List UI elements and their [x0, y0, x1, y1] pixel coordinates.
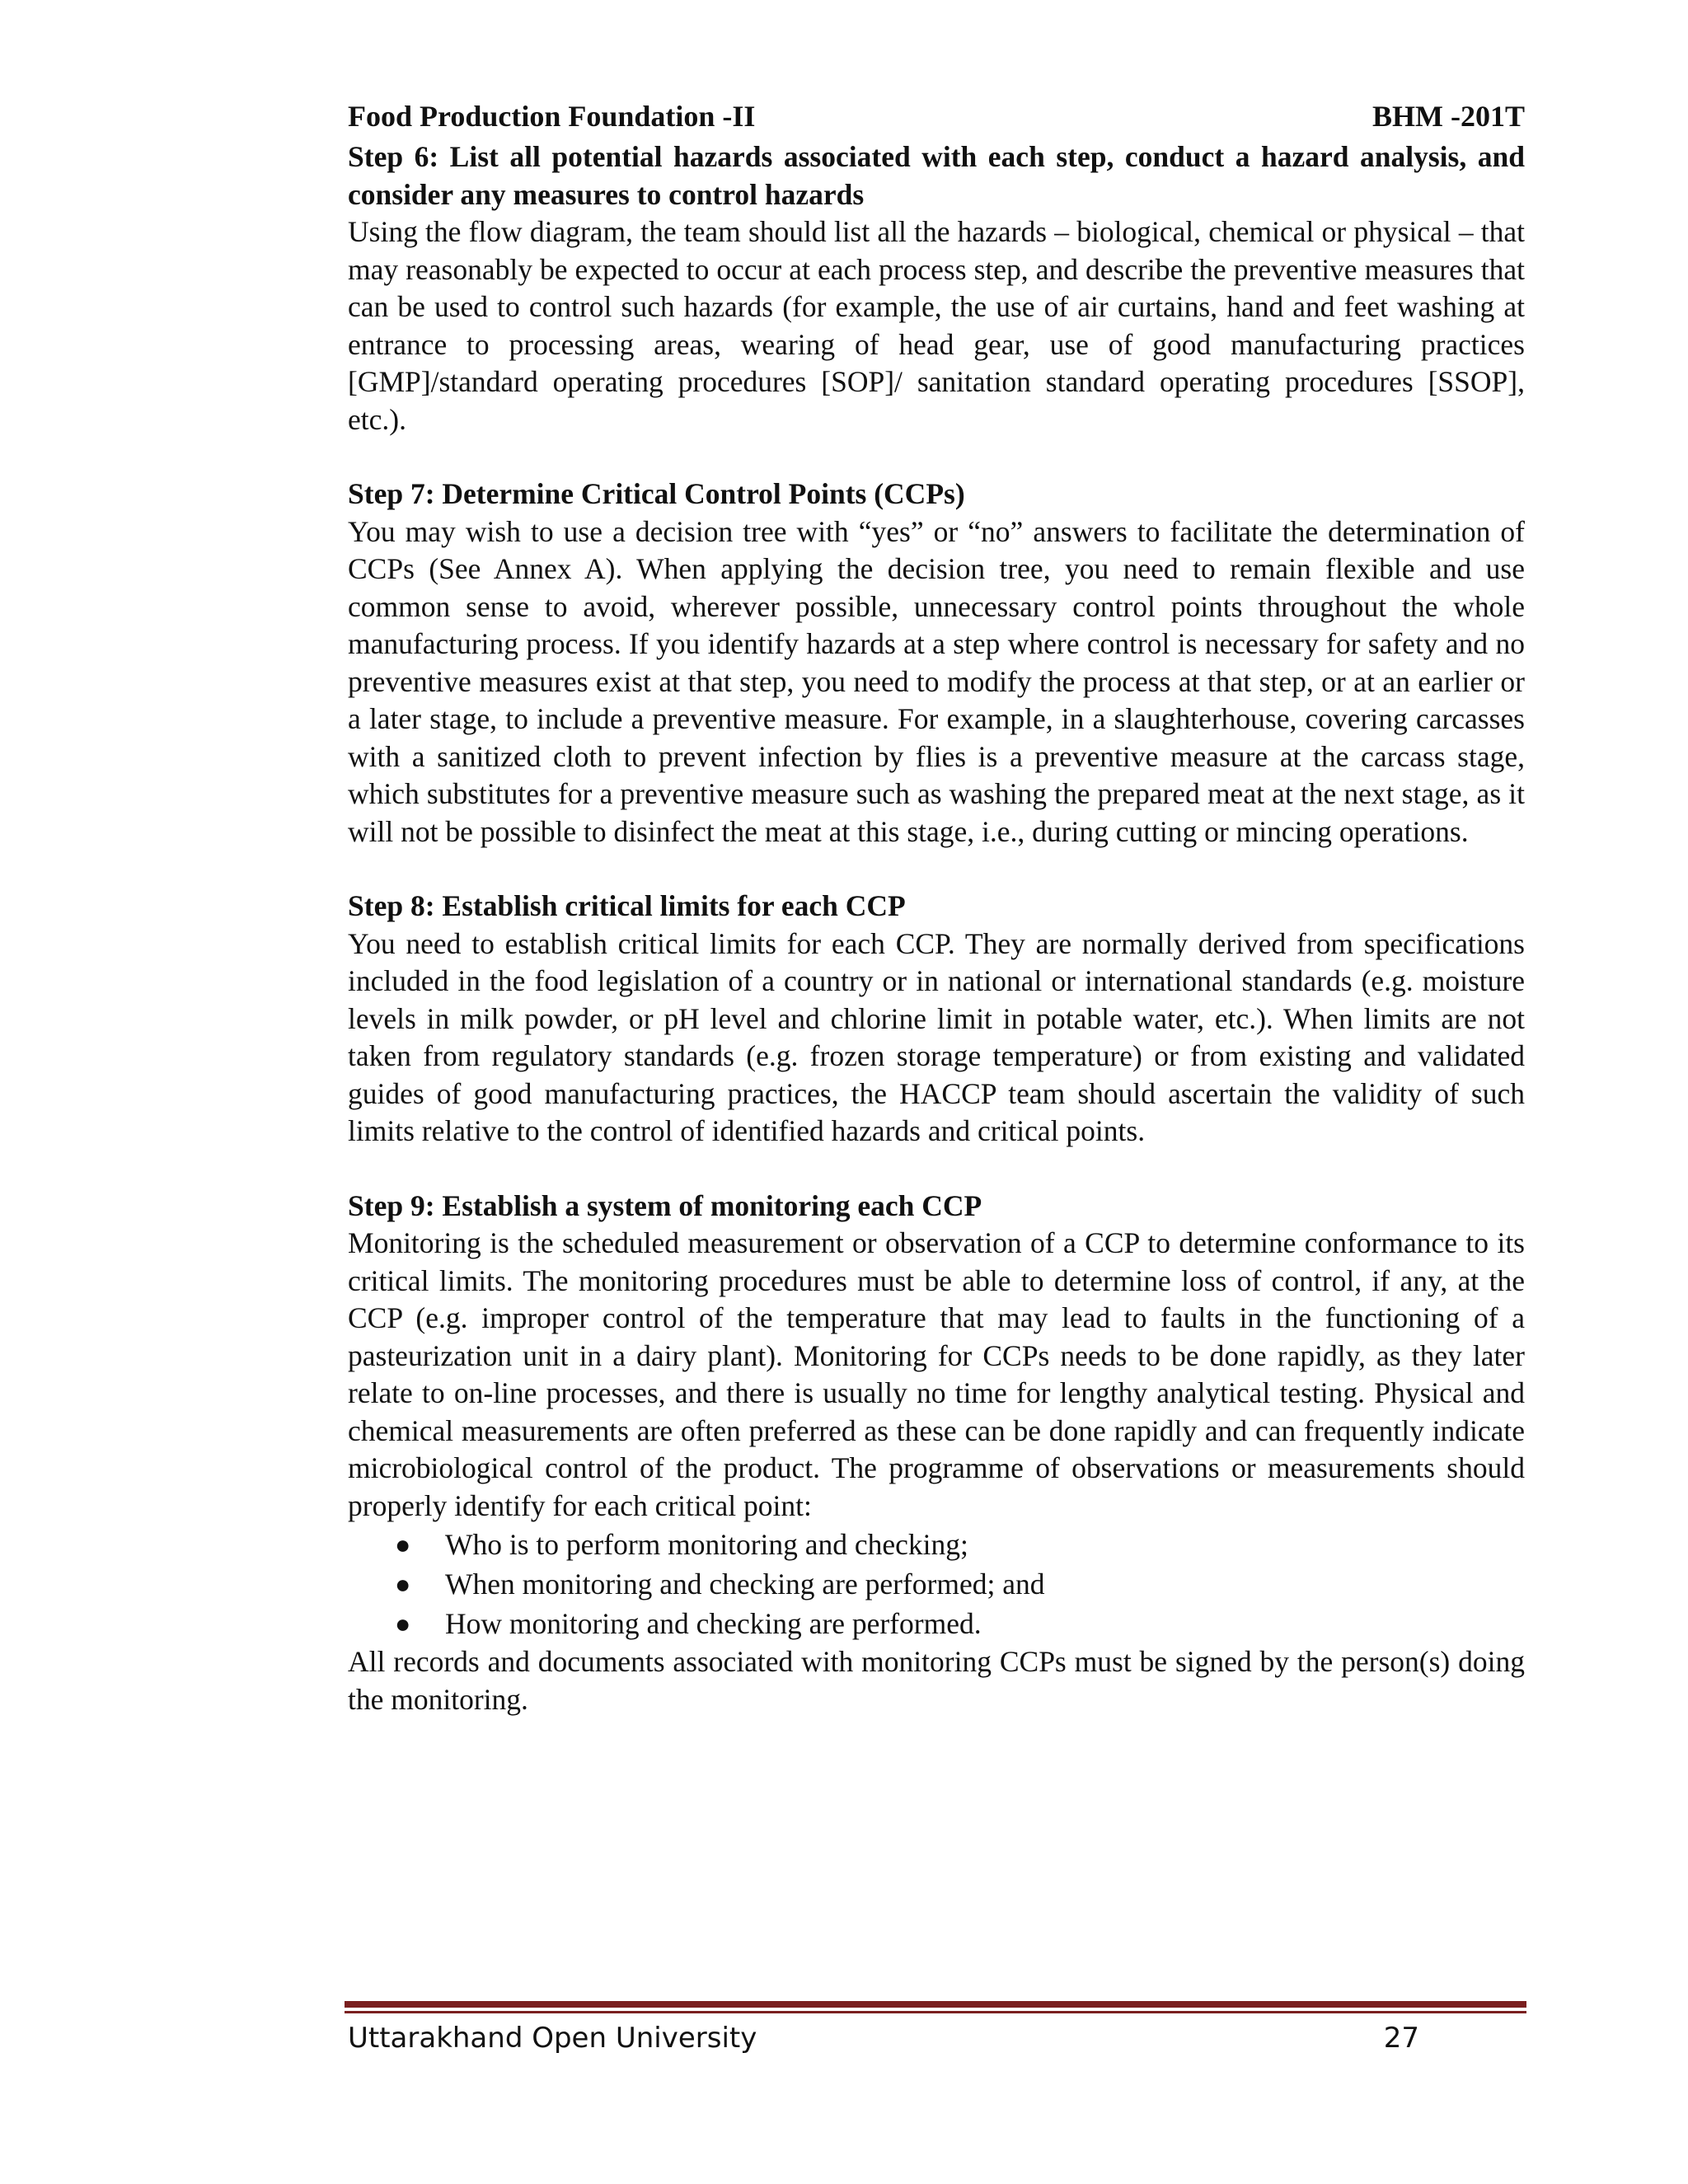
page-footer — [348, 2019, 1419, 2057]
bullet-icon: ● — [395, 1569, 411, 1599]
section-body: Using the flow diagram, the team should list all the hazards – biological, chemical or physical – that may reasonably be expected to occur at each process step, and describe the preventive measures that can be used to control such hazards (for example, the use of air curtains, hand and feet washing at entrance to processing areas, wearing of head gear, use of good manufacturing practices [GMP]/standard operating procedures [SOP]/ sanitation standard operating procedures [SSOP], etc.). — [348, 215, 1525, 436]
section-heading: Step 9: Establish a system of monitoring each CCP — [348, 1188, 982, 1222]
section-body: You may wish to use a decision tree with “yes” or “no” answers to facilitate the determination of CCPs (See Annex A). When applying the decision tree, you need to remain flexible and use common sense to avoid, wherever possible, unnecessary control points throughout the whole manufacturing process. If you identify hazards at a step where control is necessary for safety and no preventive measures exist at that step, you need to modify the process at that step, or at an earlier or a later stage, to include a preventive measure. For example, in a slaughterhouse, covering carcasses with a sanitized cloth to prevent infection by flies is a preventive measure at the carcass stage, which substitutes for a preventive measure such as washing the prepared meat at the next stage, as it will not be possible to disinfect the meat at this stage, i.e., during cutting or mincing operations. — [348, 514, 1525, 848]
footer-divider — [345, 2001, 1526, 2008]
running-header — [348, 97, 1525, 135]
list-item — [348, 1604, 1525, 1643]
page-number: 27 — [1383, 2022, 1419, 2055]
footer-institution: Uttarakhand Open University — [348, 2022, 757, 2055]
bullet-icon: ● — [395, 1530, 411, 1559]
list-item-text: How monitoring and checking are performed. — [445, 1607, 982, 1640]
section-step-7 — [348, 476, 1525, 851]
section-heading: Step 8: Establish critical limits for each CCP — [348, 889, 906, 922]
section-body: Monitoring is the scheduled measurement or observation of a CCP to determine conformance to its critical limits. The monitoring procedures must be able to determine loss of control, if any, at the CCP (e.g. improper control of the temperature that may lead to faults in the functioning of a pasteurization unit in a dairy plant). Monitoring for CCPs needs to be done rapidly, as they later relate to on-line processes, and there is usually no time for lengthy analytical testing. Physical and chemical measurements are often preferred as these can be done rapidly and can frequently indicate microbiological control of the product. The programme of observations or measurements should properly identify for each critical point: — [348, 1226, 1525, 1522]
spacer — [348, 851, 1525, 888]
section-closing: All records and documents associated with monitoring CCPs must be signed by the person(s) doing the monitoring. — [348, 1645, 1525, 1716]
section-step-8 — [348, 888, 1525, 1151]
section-step-9 — [348, 1188, 1525, 1719]
header-course-code: BHM -201T — [1372, 100, 1525, 133]
section-heading: Step 6: List all potential hazards associated with each step, conduct a hazard analysis, and consider any measures to control hazards — [348, 140, 1525, 211]
spacer — [348, 438, 1525, 476]
list-item — [348, 1525, 1525, 1564]
monitoring-bullet-list — [348, 1525, 1525, 1643]
document-page — [348, 97, 1525, 1718]
header-course-title: Food Production Foundation -II — [348, 100, 756, 133]
list-item-text: Who is to perform monitoring and checking; — [445, 1528, 968, 1561]
section-step-6 — [348, 138, 1525, 438]
list-item-text: When monitoring and checking are performed; and — [445, 1568, 1045, 1601]
section-heading: Step 7: Determine Critical Control Points (CCPs) — [348, 477, 965, 510]
bullet-icon: ● — [395, 1609, 411, 1638]
section-body: You need to establish critical limits for each CCP. They are normally derived from specifications included in the food legislation of a country or in national or international standards (e.g. moisture levels in milk powder, or pH level and chlorine limit in potable water, etc.). When limits are not taken from regulatory standards (e.g. frozen storage temperature) or from existing and validated guides of good manufacturing practices, the HACCP team should ascertain the validity of such limits relative to the control of identified hazards and critical points. — [348, 926, 1525, 1147]
spacer — [348, 1151, 1525, 1188]
list-item — [348, 1564, 1525, 1604]
footer-divider-thin — [345, 2011, 1526, 2013]
